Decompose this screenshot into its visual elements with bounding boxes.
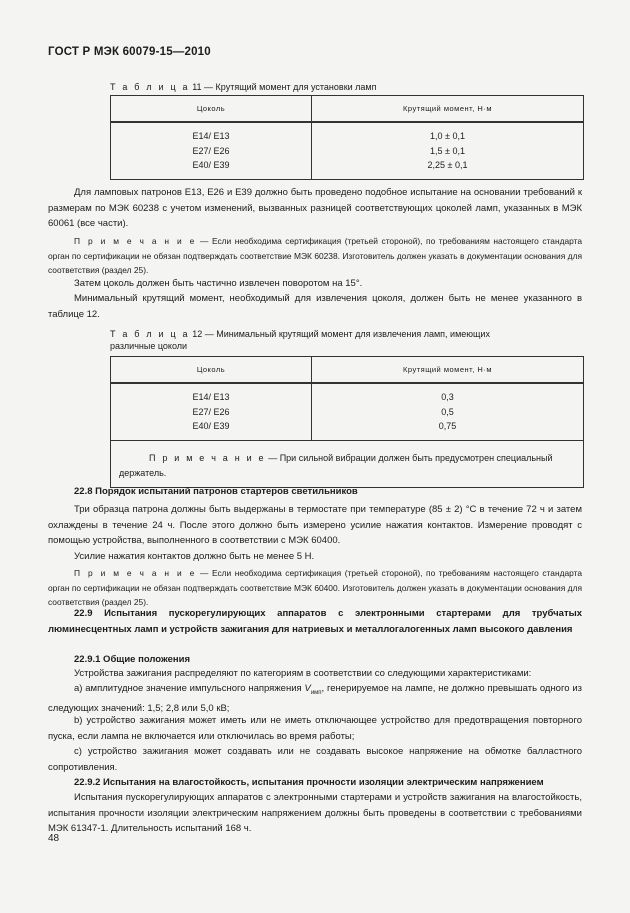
- table-cell: 2,25 ± 0,1: [427, 160, 468, 170]
- table-row: E40/ E39: [192, 160, 230, 170]
- table-cell: 1,0 ± 0,1: [430, 131, 465, 141]
- table-row: E27/ E26: [192, 406, 230, 417]
- table-11-header-base: Цоколь: [111, 96, 312, 123]
- table-cell: 0,75: [438, 421, 457, 431]
- table-cell: 0,5: [441, 406, 454, 417]
- paragraph: Минимальный крутящий момент, необходимый для извлечения цоколя, должен быть не менее указанного в таблице 12.: [48, 293, 582, 320]
- note-1: П р и м е ч а н и е — Если необходима сертификация (третьей стороной), по требованиям настоящего стандарта орган по сертификации не обязан подтверждать соответствие МЭК 60238. Изготовитель должен указать в документации основания для соответствия (раздел 25).: [48, 236, 582, 275]
- paragraph: Устройства зажигания распределяют по категориям в соответствии со следующими характеристиками:: [74, 668, 532, 679]
- table-11-header-torque: Крутящий момент, Н·м: [312, 96, 584, 123]
- table-11: [110, 95, 584, 180]
- table-row: E14/ E13: [192, 392, 230, 402]
- document-header: ГОСТ Р МЭК 60079-15—2010: [48, 46, 211, 58]
- table-cell: 0,3: [441, 392, 454, 402]
- table-12: [110, 356, 584, 488]
- paragraph: Для ламповых патронов E13, E26 и E39 должно быть проведено подобное испытание на основании требований к размерам по МЭК 60238 с учетом изменений, вызванных разницей соответствующих цоколей ламп, указанных в МЭК 60061 (все части).: [48, 187, 582, 229]
- table-cell: 1,5 ± 0,1: [430, 145, 465, 156]
- list-item: b) устройство зажигания может иметь или не иметь отключающее устройство для предотвращения повторного пуска, если лампа не включается или отключилась во время работы;: [48, 715, 582, 742]
- table-11-caption: Т а б л и ц а 11 — Крутящий момент для установки ламп: [110, 82, 377, 92]
- table-12-caption: Т а б л и ц а 12 — Минимальный крутящий момент для извлечения ламп, имеющих различные цоколи: [110, 329, 490, 351]
- section-22-9-title: 22.9 Испытания пускорегулирующих аппаратов с электронными стартерами для трубчатых люминесцентных ламп и устройств зажигания для натриевых и металлогалогенных ламп высокого давления: [48, 608, 582, 635]
- table-12-header-base: Цоколь: [111, 357, 312, 384]
- table-12-bases: [111, 383, 312, 441]
- list-item: c) устройство зажигания может создавать или не создавать высокое напряжение на обмотке балластного сопротивления.: [48, 746, 582, 773]
- paragraph: Три образца патрона должны быть выдержаны в термостате при температуре (85 ± 2) °С в течение 72 ч и затем охлаждены в течение 24 ч. После этого должно быть измерено усилие нажатия контактов. Измерение проводят с помощью устройства, выполненного в соответствии с МЭК 60400.: [48, 504, 582, 546]
- section-22-9-2-title: 22.9.2 Испытания на влагостойкость, испытания прочности изоляции электрическим напряжением: [74, 777, 544, 788]
- table-row: E40/ E39: [192, 421, 230, 431]
- table-12-note: П р и м е ч а н и е — При сильной вибрации должен быть предусмотрен специальный держатель.: [111, 441, 584, 488]
- paragraph: Испытания пускорегулирующих аппаратов с электронными стартерами и устройств зажигания на влагостойкость, испытания прочности изоляции электрическим напряжением должны быть проведены в соответствии с требованиями МЭК 61347-1. Длительность испытаний 168 ч.: [48, 792, 582, 834]
- paragraph: Затем цоколь должен быть частично извлечен поворотом на 15°.: [74, 278, 363, 289]
- table-11-torques: [312, 122, 584, 180]
- page-number: 48: [48, 833, 60, 844]
- paragraph: Усилие нажатия контактов должно быть не менее 5 Н.: [74, 551, 315, 562]
- note-2: П р и м е ч а н и е — Если необходима сертификация (третьей стороной), по требованиям настоящего стандарта орган по сертификации не обязан подтверждать соответствие МЭК 60400. Изготовитель должен указать в документации основания для соответствия (раздел 25).: [48, 568, 582, 607]
- table-11-bases: [111, 122, 312, 180]
- table-row: E27/ E26: [192, 145, 230, 156]
- table-12-header-torque: Крутящий момент, Н·м: [312, 357, 584, 384]
- section-22-8-title: 22.8 Порядок испытаний патронов стартеров светильников: [74, 486, 358, 497]
- list-item: a) амплитудное значение импульсного напряжения $V_{имп}$, генерируемое на лампе, не должно превышать одного из следующих значений: 1,5; 2,8 или 5,0 кВ;: [48, 683, 582, 715]
- table-12-torques: [312, 383, 584, 441]
- section-22-9-1-title: 22.9.1 Общие положения: [74, 654, 190, 665]
- table-row: E14/ E13: [192, 131, 230, 141]
